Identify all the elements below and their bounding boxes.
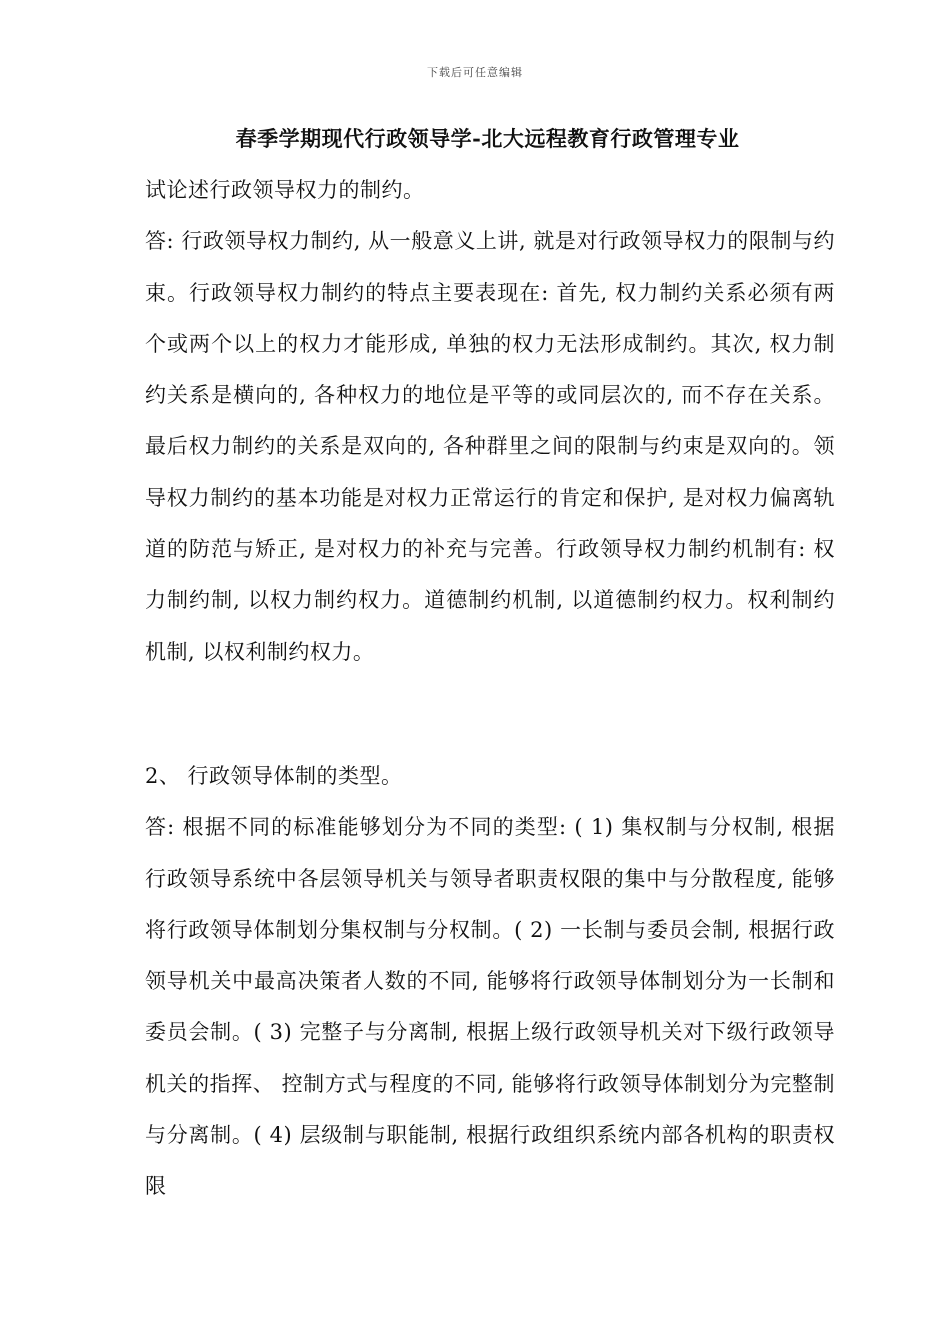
header-note: 下载后可任意编辑 [427,66,523,79]
section-answer: 答: 行政领导权力制约, 从一般意义上讲, 就是对行政领导权力的限制与约束。行政领导权力制约的特点主要表现在: 首先, 权力制约关系必须有两个或两个以上的权力才能形成, 单独的权力无法形成制约。其次, 权力制约关系是横向的, 各种权力的地位是平等的或同层次的, 而不存在关系。最后权力制约的关系是双向的, 各种群里之间的限制与约束是双向的。领导权力制约的基本功能是对权力正常运行的肯定和保护, 是对权力偏离轨道的防范与矫正, 是对权力的补充与完善。行政领导权力制约机制有: 权力制约制, 以权力制约权力。道德制约机制, 以道德制约权力。权利制约机制, 以权利制约权力。 [145,229,835,664]
section-power-constraint [145,165,835,678]
section-question: 2、 行政领导体制的类型。 [145,764,403,788]
document-title: 春季学期现代行政领导学-北大远程教育行政管理专业 [235,126,740,151]
section-answer: 答: 根据不同的标准能够划分为不同的类型: ( 1) 集权制与分权制, 根据行政领导系统中各层领导机关与领导者职责权限的集中与分散程度, 能够将行政领导体制划分集权制与分权制。( 2) 一长制与委员会制, 根据行政领导机关中最高决策者人数的不同, 能够将行政领导体制划分为一长制和委员会制。( 3) 完整子与分离制, 根据上级行政领导机关对下级行政领导机关的指挥、 控制方式与程度的不同, 能够将行政领导体制划分为完整制与分离制。( 4) 层级制与职能制, 根据行政组织系统内部各机构的职责权限 [145,815,835,1199]
section-leadership-system-types [145,751,835,1213]
section-question: 试论述行政领导权力的制约。 [145,178,425,202]
